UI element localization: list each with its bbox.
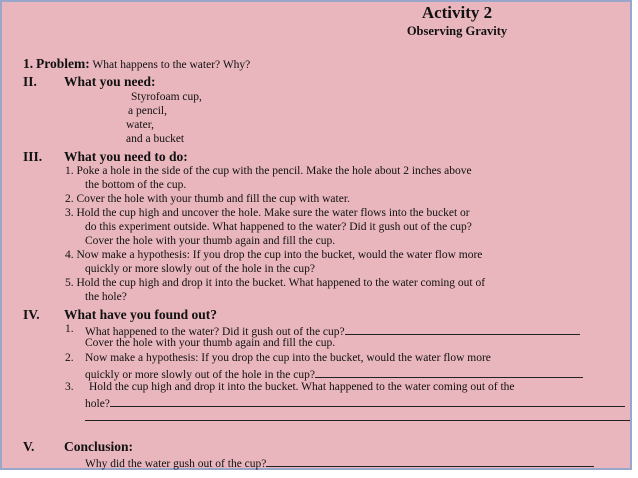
found-q3-number: 3. [65,381,74,393]
activity-subtitle: Observing Gravity [406,24,508,38]
todo-line: 5. Hold the cup high and drop it into the bucket. What happened to the water coming out of [65,277,486,289]
section-todo-numeral: III. [23,149,43,164]
found-q2-continued: quickly or more slowly out of the hole in the cup? [85,369,315,381]
section-conclusion-heading: Conclusion: [64,439,134,454]
todo-line: the bottom of the cup. [85,179,187,191]
found-q1-text: What happened to the water? Did it gush out of the cup? [85,326,345,338]
problem-text: What happens to the water? Why? [92,59,251,71]
found-q2-number: 2. [65,352,74,364]
todo-line: 1. Poke a hole in the side of the cup with the pencil. Make the hole about 2 inches above [65,165,472,177]
activity-title: Activity 2 [421,3,493,22]
section-conclusion-numeral: V. [23,439,35,454]
found-q3-text: Hold the cup high and drop it into the bucket. What happened to the water coming out of the [89,381,515,393]
answer-blank[interactable] [266,455,594,467]
section-found-heading: What have you found out? [64,307,218,322]
conclusion-line [85,455,594,471]
problem-label: Problem: [36,56,90,71]
need-item: water, [126,119,154,131]
todo-line: 3. Hold the cup high and uncover the hole. Make sure the water flows into the bucket or [65,207,470,219]
todo-line: do this experiment outside. What happened to the water? Did it gush out of the cup? [85,221,472,233]
found-q1-number: 1. [65,323,74,335]
answer-blank[interactable] [85,420,630,421]
section-todo-heading: What you need to do: [64,149,188,164]
todo-line: 2. Cover the hole with your thumb and fill the cup with water. [65,193,350,205]
todo-line: Cover the hole with your thumb again and fill the cup. [85,235,336,247]
todo-line: the hole? [85,291,127,303]
need-item: Styrofoam cup, [131,91,202,103]
problem-line [23,57,250,72]
found-q1-continued: Cover the hole with your thumb again and fill the cup. [85,337,336,349]
answer-blank[interactable] [315,366,583,378]
found-q3-line [85,395,625,411]
answer-blank[interactable] [345,323,580,335]
answer-blank[interactable] [110,395,625,407]
section-need-heading: What you need: [64,74,156,89]
conclusion-text: Why did the water gush out of the cup? [85,458,267,470]
found-q3-continued: hole? [85,398,110,410]
todo-line: 4. Now make a hypothesis: If you drop the cup into the bucket, would the water flow more [65,249,483,261]
todo-line: quickly or more slowly out of the hole in the cup? [85,263,315,275]
found-q2-line [85,366,583,382]
section-need-numeral: II. [23,74,37,89]
need-item: a pencil, [128,105,167,117]
need-item: and a bucket [126,133,185,145]
found-q2-text: Now make a hypothesis: If you drop the cup into the bucket, would the water flow more [85,352,491,364]
section-found-numeral: IV. [23,307,40,322]
problem-number: 1. [23,56,34,71]
